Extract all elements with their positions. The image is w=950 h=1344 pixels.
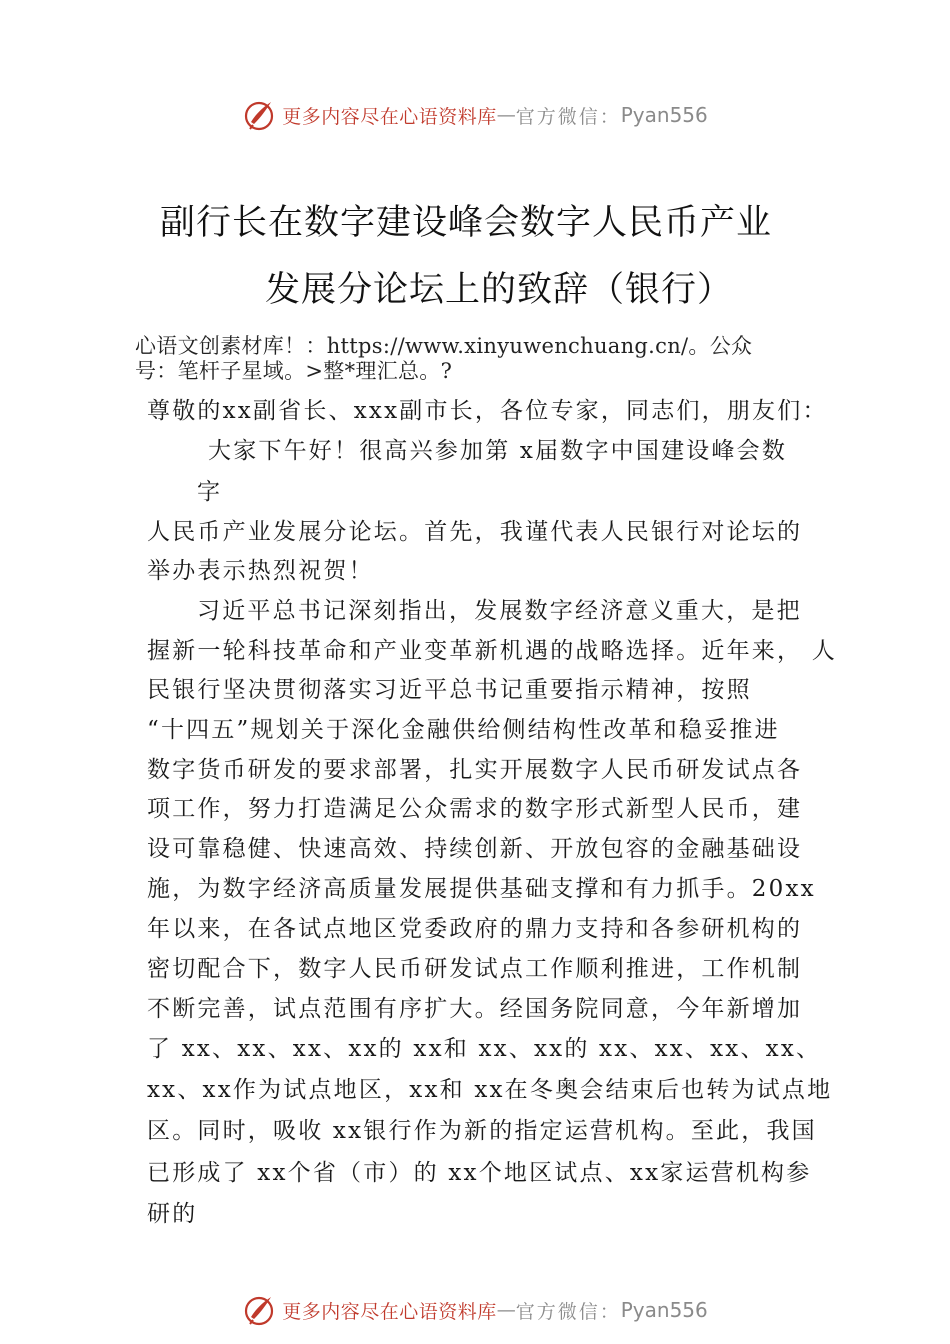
text-line: 年以来，在各试点地区党委政府的鼎力支持和各参研机构的: [147, 916, 803, 942]
banner-text: 更多内容尽在心语资料库: [282, 105, 497, 128]
text-line: 举办表示热烈祝贺！: [147, 558, 374, 584]
banner-separator: —: [496, 1299, 516, 1321]
text-line: 习近平总书记深刻指出，发展数字经济意义重大，是把: [197, 598, 802, 624]
text-line: 区。同时，吸收 xx银行作为新的指定运营机构。至此，我国: [147, 1118, 817, 1144]
document-title-line-2: 发展分论坛上的致辞（银行）: [265, 270, 734, 310]
document-title-line-1: 副行长在数字建设峰会数字人民币产业: [160, 203, 773, 243]
banner-wechat-id: Pyan556: [620, 1298, 708, 1322]
text-line: 不断完善，试点范围有序扩大。经国务院同意，今年新增加: [147, 996, 803, 1022]
banner-wechat-label: 官方微信：: [515, 105, 621, 128]
banner-wechat-id: Pyan556: [620, 103, 708, 127]
source-note-line-1: 心语文创素材库！：https://www.xinyuwenchuang.cn/。公众: [135, 334, 753, 358]
text-line: 了 xx、xx、xx、xx的 xx和 xx、xx的 xx、xx、xx、xx、: [147, 1036, 822, 1062]
banner-text: 更多内容尽在心语资料库: [282, 1300, 497, 1323]
text-line: 施，为数字经济高质量发展提供基础支撑和有力抓手。20xx: [147, 876, 816, 902]
text-line: 项工作，努力打造满足公众需求的数字形式新型人民币，建: [147, 796, 803, 822]
text-line: 已形成了 xx个省（市）的 xx个地区试点、xx家运营机构参: [147, 1160, 812, 1186]
text-line: 人民币产业发展分论坛。首先，我谨代表人民银行对论坛的: [147, 519, 803, 545]
text-line: 数字货币研发的要求部署，扎实开展数字人民币研发试点各: [147, 757, 803, 783]
text-line: 握新一轮科技革命和产业变革新机遇的战略选择。近年来， 人: [147, 638, 837, 664]
text-line: 民银行坚决贯彻落实习近平总书记重要指示精神，按照: [147, 677, 752, 703]
quill-logo-icon: [242, 1293, 276, 1327]
text-line: 密切配合下，数字人民币研发试点工作顺利推进，工作机制: [147, 956, 803, 982]
banner-wechat-label: 官方微信：: [515, 1300, 621, 1323]
header-banner: [0, 95, 950, 135]
text-line: 大家下午好！很高兴参加第 x届数字中国建设峰会数: [208, 438, 788, 464]
footer-banner: [0, 1290, 950, 1330]
text-line: 设可靠稳健、快速高效、持续创新、开放包容的金融基础设: [147, 836, 803, 862]
text-line: “十四五”规划关于深化金融供给侧结构性改革和稳妥推进: [147, 717, 780, 743]
text-line: 尊敬的xx副省长、xxx副市长，各位专家，同志们，朋友们：: [147, 398, 828, 424]
text-line: xx、xx作为试点地区，xx和 xx在冬奥会结束后也转为试点地: [147, 1077, 833, 1103]
text-line: 字: [197, 479, 223, 505]
banner-separator: —: [496, 104, 516, 126]
source-note-line-2: 号：笔杆子星域。>整*理汇总。?: [135, 359, 453, 383]
quill-logo-icon: [242, 98, 276, 132]
text-line: 研的: [147, 1201, 198, 1227]
